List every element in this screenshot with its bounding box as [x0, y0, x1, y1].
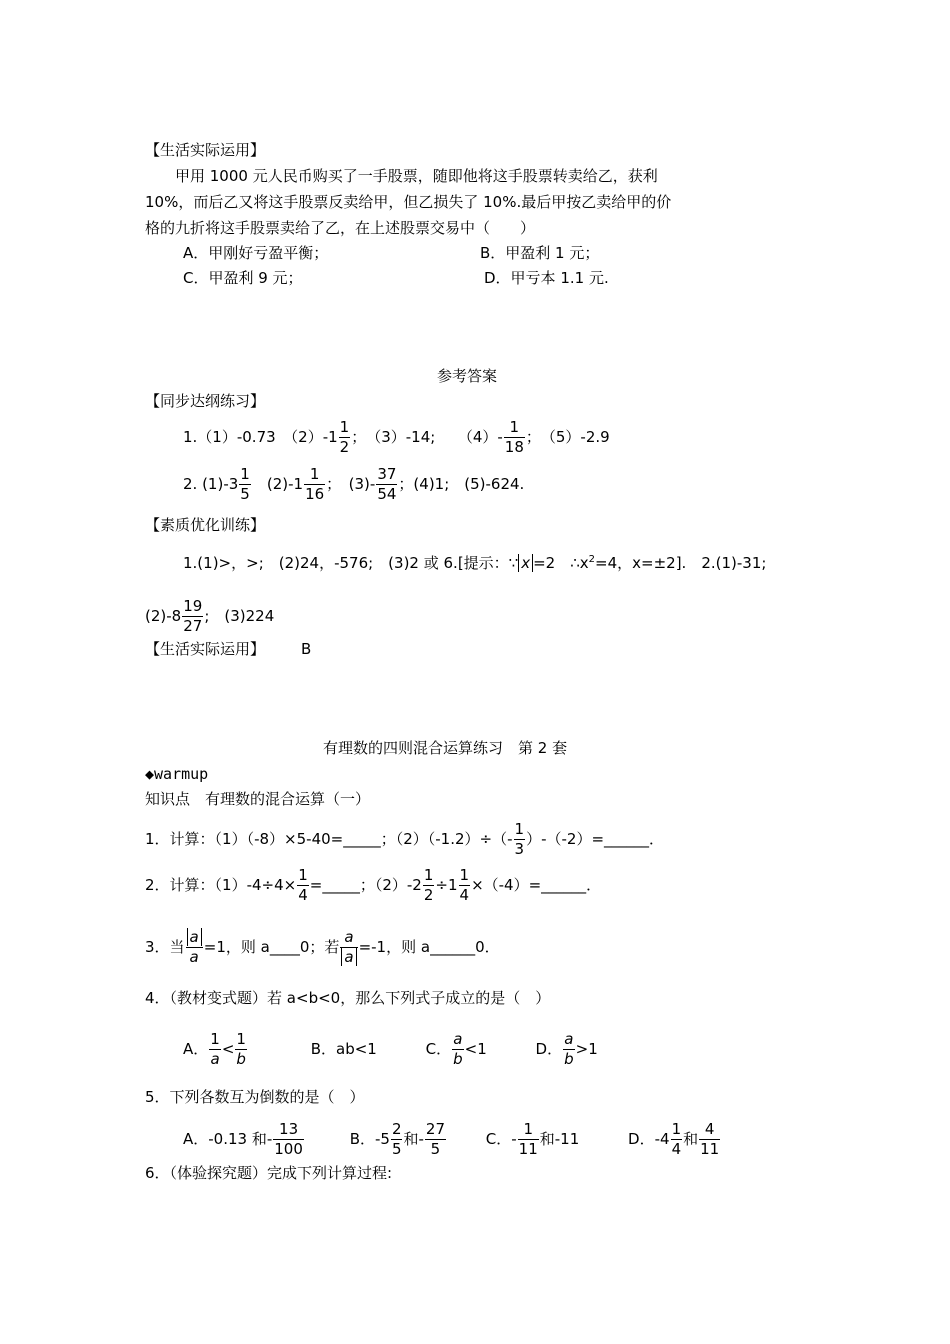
question-2 [145, 866, 601, 905]
denominator: b [564, 1050, 574, 1068]
question-3 [145, 928, 500, 967]
question-text: 1．计算：（1）（-8）×5-40=_____；（2）（-1.2）÷（- [145, 830, 513, 848]
fraction: $\frac{1}{b}$ [236, 1030, 246, 1068]
option-d: D．甲亏本 1.1 元. [484, 269, 609, 287]
numerator: a [453, 1030, 463, 1048]
denominator: 100 [274, 1140, 303, 1158]
fraction: $\frac{1}{a}$ [210, 1030, 220, 1068]
comparison: < [221, 1040, 235, 1058]
answer-row-1 [183, 418, 610, 457]
numerator: 1 [504, 418, 525, 438]
paragraph-line: 10%，而后乙又将这手股票反卖给甲，但乙损失了 10%.最后甲按乙卖给甲的价 [145, 193, 672, 211]
numerator: 1 [240, 465, 250, 483]
exponent: 2 [588, 554, 596, 565]
fraction [504, 418, 525, 457]
fraction [186, 928, 203, 967]
answer-text: ； (3)- [326, 475, 376, 493]
option-label: D． [535, 1040, 563, 1058]
denominator: b [236, 1050, 246, 1068]
question-text: 2．计算：（1）-4÷4× [145, 876, 297, 894]
option-label: B．-5 [349, 1130, 390, 1148]
denominator: 27 [183, 617, 203, 635]
answer-value: B [301, 640, 312, 658]
fraction [514, 820, 526, 859]
option-a: A．甲刚好亏盈平衡； [183, 244, 329, 262]
question-5-options [183, 1120, 721, 1159]
fraction [563, 1030, 575, 1069]
exercise-title: 有理数的四则混合运算练习 第 2 套 [323, 739, 568, 757]
fraction [423, 866, 435, 905]
fraction [182, 597, 203, 636]
numerator: 1 [514, 820, 525, 838]
denominator: a [210, 1050, 220, 1068]
numerator: 1 [423, 866, 434, 884]
question-text: =1，则 a____0；若 [203, 938, 340, 956]
answers-title: 参考答案 [437, 367, 498, 385]
answer-text: (2)-8 [145, 607, 182, 625]
paragraph-line: 甲用 1000 元人民币购买了一手股票，随即他将这手股票转卖给乙，获利 [175, 167, 658, 185]
option-text: 和-11 [539, 1130, 580, 1148]
abs-a: a [341, 948, 356, 966]
denominator: 11 [518, 1140, 538, 1158]
option-label: C． [425, 1040, 452, 1058]
fraction [699, 1120, 720, 1159]
denominator: 18 [504, 438, 524, 456]
denominator: 2 [339, 438, 350, 456]
answer-text: =4，x=±2]. 2.(1)-31; [595, 554, 767, 572]
question-text: ÷1 [435, 876, 458, 894]
option-b: B．甲盈利 1 元； [480, 244, 600, 262]
answer-text: 2. (1)-3 [183, 475, 239, 493]
denominator: 11 [700, 1140, 720, 1158]
warmup-label: ◆warmup [145, 765, 209, 783]
question-text: ×（-4）=______． [471, 876, 602, 894]
question-text: =_____；（2）-2 [309, 876, 422, 894]
denominator: 4 [671, 1140, 682, 1158]
fraction [459, 866, 471, 905]
numerator: a [564, 1030, 574, 1048]
denominator: 4 [298, 886, 308, 904]
numerator: 1 [298, 866, 308, 884]
numerator: 1 [304, 465, 325, 485]
question-4-options [183, 1030, 598, 1069]
knowledge-point: 知识点 有理数的混合运算（一） [145, 790, 371, 808]
option-b: B．ab<1 [310, 1040, 377, 1058]
denominator: 4 [459, 886, 470, 904]
answer-text: ； （3）-14; （4）- [351, 428, 503, 446]
answers-heading-sync: 【同步达纲练习】 [145, 392, 266, 410]
numerator: 27 [425, 1120, 445, 1138]
denominator [340, 948, 357, 967]
option-text: 和- [403, 1130, 424, 1148]
denominator: 54 [377, 485, 397, 503]
answer-text: ； （5）-2.9 [525, 428, 610, 446]
denominator: 2 [423, 886, 434, 904]
section-heading-life-application: 【生活实际运用】 [145, 141, 266, 159]
numerator: 2 [391, 1120, 402, 1138]
fraction [239, 465, 251, 504]
question-4: 4．（教材变式题）若 a<b<0，那么下列式子成立的是（ ） [145, 989, 551, 1007]
answer-text: ; (3)224 [204, 607, 275, 625]
fraction [518, 1120, 539, 1159]
denominator: a [189, 948, 199, 966]
answer-text: (2)-1 [251, 475, 304, 493]
answer-text: 1.（1）-0.73 （2）-1 [183, 428, 338, 446]
question-5: 5．下列各数互为倒数的是（ ） [145, 1088, 365, 1106]
denominator: 16 [305, 485, 325, 503]
fraction [340, 928, 357, 967]
fraction [273, 1120, 304, 1159]
fraction [297, 866, 309, 905]
fraction [391, 1120, 403, 1159]
option-tail: <1 [464, 1040, 487, 1058]
option-label: D．-4 [628, 1130, 670, 1148]
numerator: 13 [273, 1120, 304, 1140]
answer-row-4 [145, 597, 274, 636]
denominator: 5 [430, 1140, 441, 1158]
denominator: 3 [514, 840, 525, 858]
answer-row-2 [183, 465, 524, 504]
question-text: =-1，则 a______0． [358, 938, 500, 956]
answer-row-3 [183, 548, 766, 575]
answer-text: 1.(1)>，>; (2)24，-576; (3)2 或 6.[提示：∵ [183, 554, 519, 572]
numerator [186, 928, 203, 948]
question-6: 6．（体验探究题）完成下列计算过程: [145, 1164, 393, 1182]
fraction [425, 1120, 446, 1159]
heading-text: 【生活实际运用】 [145, 640, 266, 658]
numerator: 37 [377, 465, 397, 483]
answers-heading-quality: 【素质优化训练】 [145, 516, 266, 534]
option-label: A．-0.13 和- [183, 1130, 273, 1148]
denominator: b [453, 1050, 463, 1068]
answer-text: ；(4)1; (5)-624. [398, 475, 525, 493]
question-text: 3．当 [145, 938, 185, 956]
numerator: 1 [339, 418, 350, 436]
answer-text: =2 ∴x [533, 554, 589, 572]
fraction [376, 465, 397, 504]
numerator: 1 [671, 1120, 682, 1138]
option-tail: >1 [575, 1040, 598, 1058]
answers-heading-life [145, 637, 311, 661]
option-label: A． [183, 1040, 209, 1058]
fraction [671, 1120, 683, 1159]
option-c: C．甲盈利 9 元； [183, 269, 303, 287]
question-1 [145, 820, 664, 859]
numerator: 1 [518, 1120, 539, 1140]
question-text: ）-（-2）=______． [526, 830, 665, 848]
fraction [339, 418, 351, 457]
fraction [452, 1030, 464, 1069]
option-label: C．- [485, 1130, 517, 1148]
fraction [304, 465, 325, 504]
numerator: 19 [183, 597, 203, 615]
numerator: 4 [699, 1120, 720, 1140]
numerator: a [340, 928, 357, 948]
denominator: 5 [240, 485, 250, 503]
abs-a: a [187, 928, 202, 946]
denominator: 5 [391, 1140, 402, 1158]
option-text: 和 [683, 1130, 699, 1148]
absolute-value: x [518, 554, 533, 572]
numerator: 1 [459, 866, 470, 884]
paragraph-line: 格的九折将这手股票卖给了乙，在上述股票交易中（ ） [145, 219, 536, 237]
